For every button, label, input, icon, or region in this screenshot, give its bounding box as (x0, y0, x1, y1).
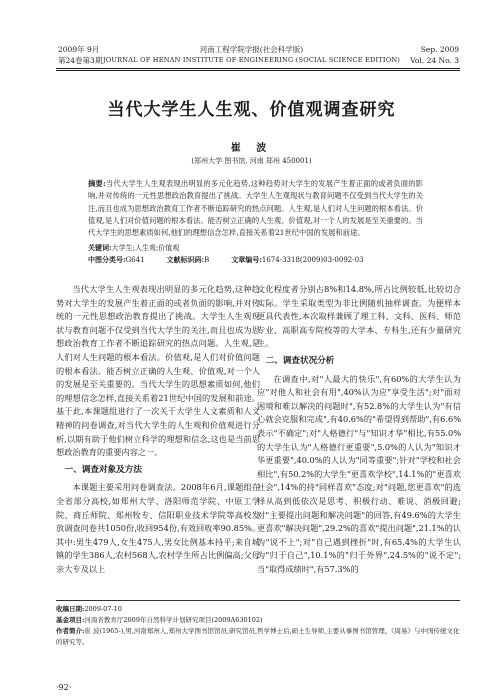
body-paragraph: 当代大学生人生观表现出明显的多元化趋势,这种趋势对大学生的发展产生着正面的或者负面的影响,并对传统的一元性思想政治教育提出了挑战。大学生人生观现状与教育问题不仅受到当代大学生的关注,而且也成为思想政治教育工作者不断追踪研究的热点问题。人生观,是人们对人生问题的根本看法。价值观,是人们对价值问题的根本看法。能否树立正确的人生观、价值观,对一个人的发展是至关重要的。当代大学生的思想素质如何,他们的理想信念怎样,直接关系着21世纪中国的发展和前途。基于此,本课题组进行了一次关于大学生人文素质和人文精神的问卷调查,对当代大学生的人生观和价值观进行分析,以期有助于他们树立科学的理想和信念,这也是当前思想政治教育的重要内容之一。 (56, 284, 260, 458)
body-column-left (56, 283, 260, 576)
body-paragraph: 本课题主要采用问卷调查法。2008年6月,课题组在全省部分高校,如郑州大学、洛阳师范学院、中原工学院、商丘师院、郑州牧专、信阳职业技术学院等高校发放调查问卷共1050份,收回954份,有效回收率90.85%。其中:男生479人,女生475人,男女比例基本持平;来自城镇的学生386人,农村568人,农村学生所占比例偏高;父母亲大专及以上 (56, 482, 260, 574)
abstract-label: 摘要: (88, 179, 106, 188)
article-number: 文章编号:1674-3318(2009)03-0092-03 (231, 255, 364, 264)
author-affiliation: (郑州大学 图书馆, 河南 郑州 450001) (191, 157, 312, 165)
body-paragraph: 在调查中,对"人最大的快乐",有60%的大学生认为应"对他人和社会有用",40%认为应"享受生活";对"面对困境和难以解决的问题时",有52.8%的大学生认为"有信心就会克服和完成",有40.6%的"希望得到帮助",有6.6%表示"不确定";对"人格德行"与"知识才华"相比,有55.0%的大学生认为"人格德行更重要",5.0%的人认为"知识才华更重要",40.0%的人认为"同等重要";针对"学校和社会相比",有50.2%的大学生"更喜欢学校",14.1%的"更喜欢社会",14%的持"同样喜欢"态度;对"问题,您更喜欢"的选择从高到低依次是思考、积极行动、难说、消极回避;对"主要提出问题和解决问题"的回答,有49.6%的大学生更喜欢"解决问题",29.2%的喜欢"提出问题",21.1%的认为"说不上";对"自己遇到挫折"时,有65.4%的大学生认为"归于自己",10.1%的"归于外界",24.5%的"说不定";当"取得成绩时",有57.3%的 (257, 373, 461, 574)
author-name: 崔 波 (230, 143, 273, 154)
keywords: 关键词:大学生;人生观;价值观 (88, 243, 180, 252)
header-right: Sep. 2009 Vol. 24 No. 3 (410, 45, 459, 65)
article-title: 当代大学生人生观、价值观调查研究 (107, 100, 396, 120)
abstract (88, 178, 423, 239)
classification-row (88, 254, 423, 266)
section-heading: 二、调查状况分析 (265, 355, 335, 366)
footnotes (56, 604, 460, 648)
author-bio: 作者简介:崔 波(1965-),男,河南郑州人,郑州大学图书馆馆员,研究馆员,哲学博士后,硕士生导师,主要从事图书馆管理、《周易》与中国传统文化的研究等。 (56, 627, 460, 646)
abstract-text: 当代大学生人生观表现出明显的多元化趋势,这种趋势对大学生的发展产生着正面的或者负面的影响,并对传统的一元性思想政治教育提出了挑战。大学生人生观现状与教育问题不仅受到当代大学生的关注,而且也成为思想政治教育工作者不断追踪研究的热点问题。人生观,是人们对人生问题的根本看法。价值观,是人们对价值问题的根本看法。能否树立正确的人生观、价值观,对一个人的发展是至关重要的。当代大学生的思想素质如何,他们的理想信念怎样,直接关系着21世纪中国的发展和前途。 (88, 179, 423, 238)
fund-info: 基金项目:河南省教育厅2009年自然科学计划研究项目(2009A630102) (56, 616, 263, 624)
header-center: 河南工程学院学报(社会科学版) JOURNAL OF HENAN INSTITUTE OF ENGINEERING (SOCIAL SCIENCE EDITION) (102, 45, 401, 64)
document-code: 文献标识码:B (166, 255, 210, 264)
header-rule-2 (56, 70, 460, 71)
received-date: 收稿日期:2009-07-10 (56, 605, 122, 613)
body-column-right (257, 283, 461, 576)
header-rule (56, 68, 460, 69)
page-number: ·92· (56, 683, 72, 692)
header-left: 2009年 9月 第24卷第3期 (58, 45, 103, 65)
footnote-rule (56, 600, 460, 601)
body-paragraph: 文化程度者分别占8%和14.8%,所占比例较低,比较切合实际。学生采取类型为非比例随机抽样调查。为便样本更具代表性,本次取样兼顾了理工科、文科、医科、师范专业、高职高专院校等的大学本、专科生,还有少量研究生。 (257, 284, 461, 349)
section-heading: 一、调查对象及方法 (64, 464, 142, 475)
clc-number: 中图分类号:G641 (88, 255, 145, 264)
article-meta (88, 242, 423, 266)
